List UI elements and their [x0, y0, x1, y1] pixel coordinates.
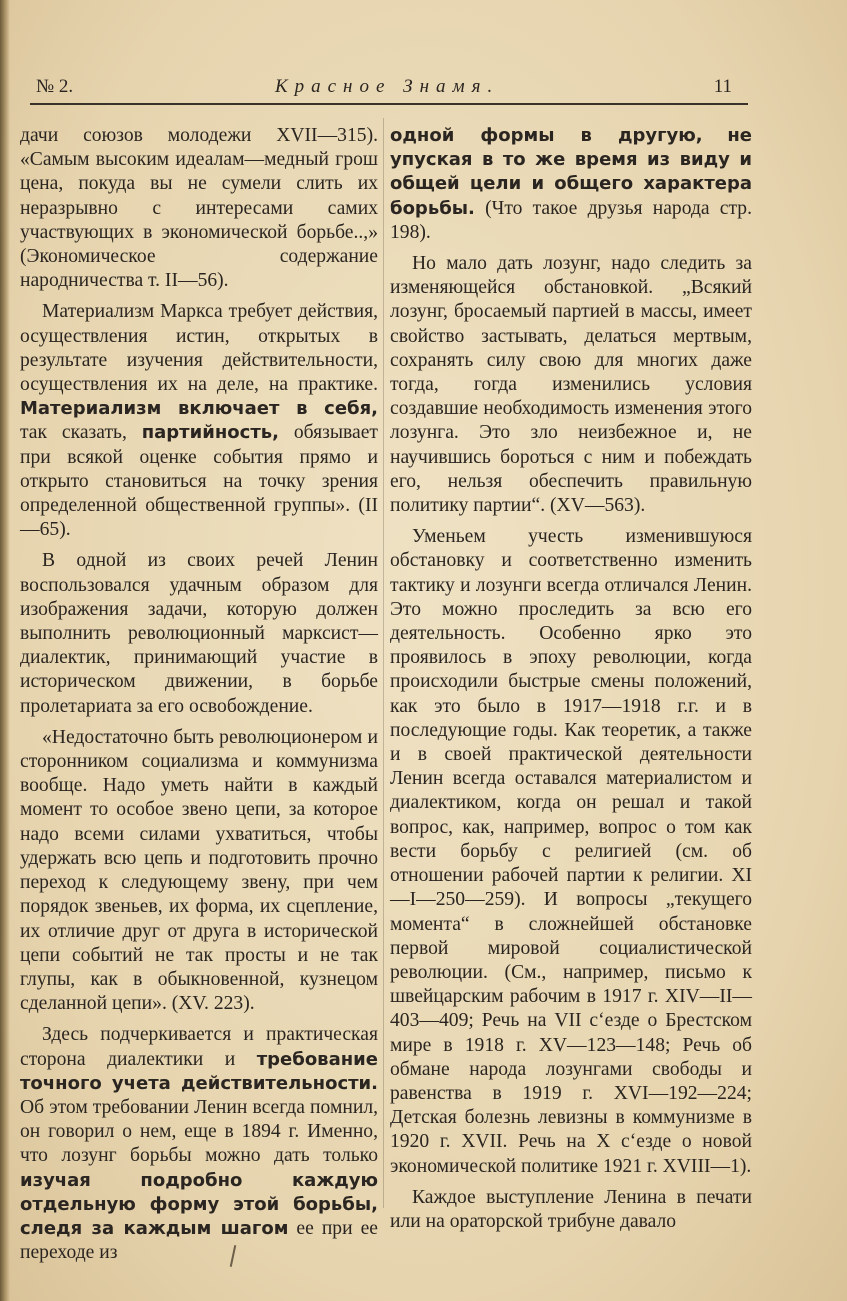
emphasis-studying: изучая подробно каждую отдельную форму этой борьбы, следя за каждым шагом	[20, 1169, 378, 1239]
left-paragraph-2: Материализм Маркса требует действия, осуществления истин, открытых в результате изучения действительности, осуществления их на деле, на практике. Материализм включает в себя, так сказать, партийность, обязывает при всякой оценке события прямо и открыто становиться на точку зрения определенной общественной группы». (II—65).	[20, 301, 378, 541]
right-paragraph-1: одной формы в другую, не упуская в то же время из виду и общей цели и общего характера борьбы. (Что такое друзья народа стр. 198).	[390, 125, 752, 243]
newspaper-title: Красное Знамя.	[275, 76, 500, 97]
emphasis-not-losing: не упуская в то же время из виду и	[390, 125, 752, 171]
emphasis-one-form: одной формы в другую,	[390, 125, 703, 146]
right-paragraph-3: Уменьем учесть изменившуюся обстановку и соответственно изменить тактику и лозунги всегда отличался Ленин. Это можно проследить за всю его деятельность. Особенно ярко это проявилось в эпоху революции, когда происходили быстрые смены положений, как это было в 1917—1918 г.г. и в последующие годы. Как теоретик, а также и в своей практической деятельности Ленин всегда оставался материалистом и диалектиком, когда он решал и такой вопрос, как, например, вопрос о том как вести борьбу с религией (см. об отношении рабочей партии к религии. XI—I—250—259). И вопросы „текущего момента“ в сложнейшей обстановке первой мировой социалистической революции. (См., например, письмо к швейцарским рабочим в 1917 г. XIV—II—403—409; Речь на VII с‘езде о Брестском мире в 1918 г. XV—123—148; Речь об обмане народа лозунгами свободы и равенства в 1919 г. XVI—192—224; Детская болезнь левизны в коммунизме в 1920 г. XVII. Речь на X с‘езде о новой экономической политике 1921 г. XVIII—1).	[390, 526, 752, 1177]
header-rule	[30, 103, 748, 105]
right-column	[390, 124, 752, 1241]
emphasis-requirement: требование точного учета действительности.	[20, 1048, 378, 1094]
column-divider	[383, 118, 384, 1208]
left-paragraph-5: Здесь подчеркивается и практическая сторона диалектики и требование точного учета действительности. Об этом требовании Ленин всегда помнил, он говорил о нем, еще в 1894 г. Именно, что лозунг борьбы можно дать только изучая подробно каждую отдельную форму этой борьбы, следя за каждым шагом ее при ее переходе из	[20, 1024, 378, 1264]
left-column	[20, 124, 378, 1272]
left-paragraph-3: В одной из своих речей Ленин воспользовался удачным образом для изображения задачи, которую должен выполнить революционный марксист—диалектик, принимающий участие в историческом движении, в борьбе пролетариата за его освобождение.	[20, 550, 378, 717]
page-number: 11	[713, 76, 732, 97]
right-paragraph-4: Каждое выступление Ленина в печати или на ораторской трибуне давало	[390, 1186, 752, 1232]
left-paragraph-4-quote: «Недостаточно быть революционером и сторонником социализма и коммунизма вообще. Надо уметь найти в каждый момент то особое звено цепи, за которое надо всеми силами ухватиться, чтобы удержать всю цепь и подготовить прочно переход к следующему звену, при чем порядок звеньев, их форма, их сцепление, их отличие друг от друга в исторической цепи событий не так просты и не так глупы, как в обыкновенной, кузнецом сделанной цепи». (XV. 223).	[20, 726, 378, 1015]
right-paragraph-2: Но мало дать лозунг, надо следить за изменяющейся обстановкой. „Всякий лозунг, бросаемый партией в массы, имеет свойство застывать, делаться мертвым, сохранять силу свою для многих даже тогда, гогда изменились условия создавшие необходимость изменения этого лозунга. Это зло неизбежное и, не научившись бороться с ним и побеждать его, нельзя обеспечить правильную политику партии“. (XV—563).	[390, 253, 752, 517]
emphasis-common-goal: общей цели и общего характера борьбы.	[390, 173, 752, 219]
running-header	[30, 76, 742, 100]
page-binding-edge	[0, 0, 10, 1301]
emphasis-materialism: Материализм включает в себя,	[20, 398, 378, 420]
left-paragraph-1: дачи союзов молодежи XVII—315). «Самым высоким идеалам—медный грош цена, покуда вы не сумели слить их неразрывно с интересами самих участвующих в экономической борьбе..,» (Экономическое содержание народничества т. II—56).	[20, 125, 378, 292]
emphasis-partiynost: партийность,	[141, 422, 279, 444]
issue-number: № 2.	[36, 76, 74, 97]
